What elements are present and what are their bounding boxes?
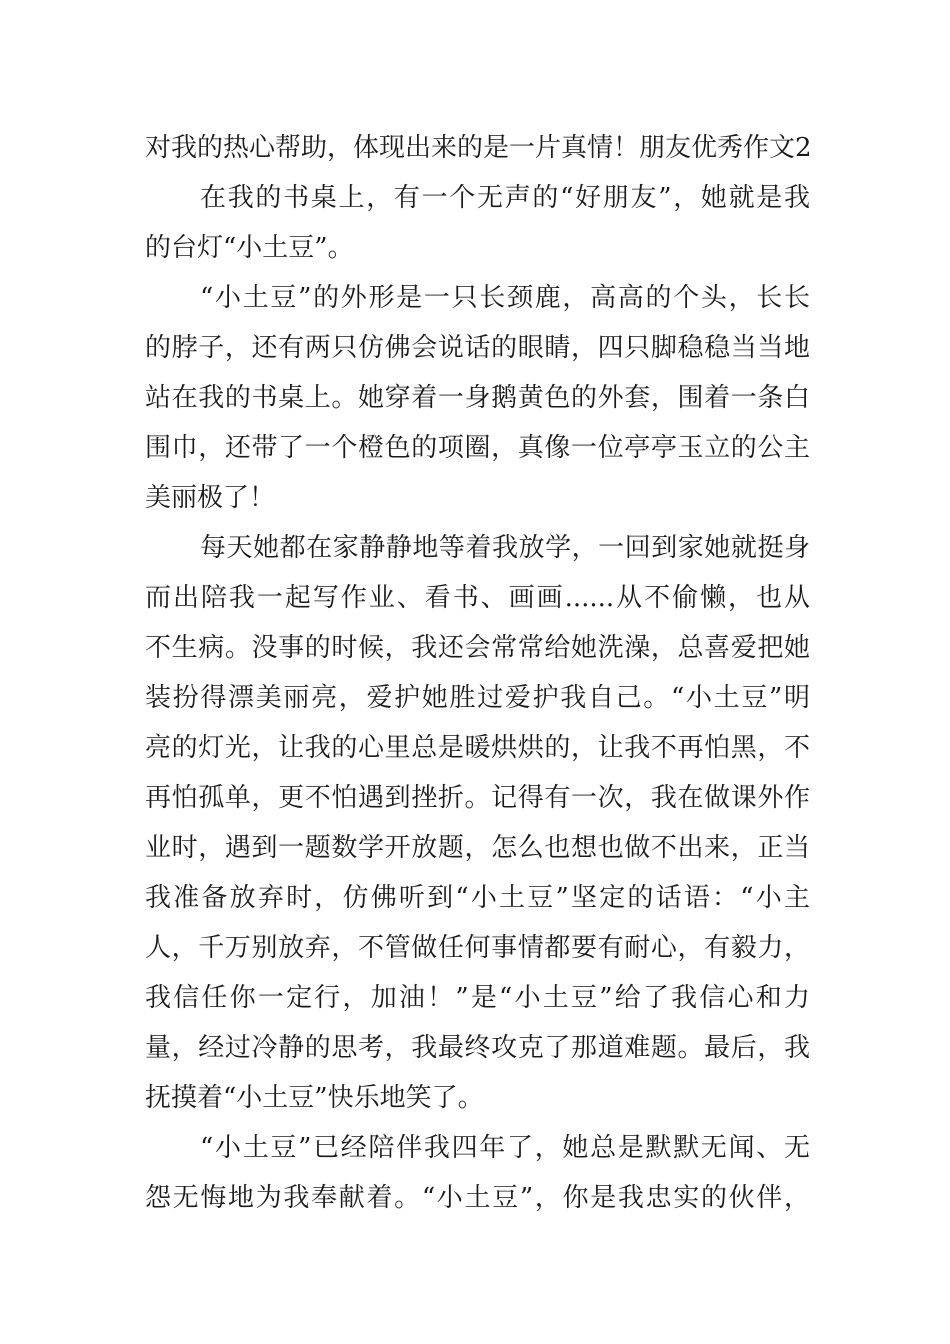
text-line: 我信任你一定行，加油！”是“小土豆”给了我信心和力	[145, 983, 810, 1013]
paragraph-line: “小土豆”的外形是一只长颈鹿，高高的个头，长长	[200, 283, 810, 313]
text-line: 的脖子，还有两只仿佛会说话的眼睛，四只脚稳稳当当地	[145, 333, 810, 363]
text-line: 不生病。没事的时候，我还会常常给她洗澡，总喜爱把她	[145, 633, 810, 663]
text-line: 量，经过冷静的思考，我最终攻克了那道难题。最后，我	[145, 1033, 810, 1063]
paragraph-line: 每天她都在家静静地等着我放学，一回到家她就挺身	[200, 533, 810, 563]
text-line: 装扮得漂美丽亮，爱护她胜过爱护我自己。“小土豆”明	[145, 683, 810, 713]
text-line: 抚摸着“小土豆”快乐地笑了。	[145, 1083, 484, 1113]
text-line: 再怕孤单，更不怕遇到挫折。记得有一次，我在做课外作	[145, 783, 810, 813]
text-line: 围巾，还带了一个橙色的项圈，真像一位亭亭玉立的公主	[145, 433, 810, 463]
text-line: 我准备放弃时，仿佛听到“小土豆”坚定的话语：“小主	[145, 883, 810, 913]
text-line: 的台灯“小土豆”。	[145, 233, 354, 263]
text-line: 美丽极了！	[145, 483, 276, 513]
text-line: 业时，遇到一题数学开放题，怎么也想也做不出来，正当	[145, 833, 810, 863]
text-line: 亮的灯光，让我的心里总是暖烘烘的，让我不再怕黑，不	[145, 733, 810, 763]
text-line: 人，千万别放弃，不管做任何事情都要有耐心，有毅力，	[145, 933, 810, 963]
text-line: 而出陪我一起写作业、看书、画画......从不偷懒，也从	[145, 583, 810, 613]
paragraph-line: “小土豆”已经陪伴我四年了，她总是默默无闻、无	[200, 1133, 810, 1163]
text-line: 怨无悔地为我奉献着。“小土豆”，你是我忠实的伙伴，	[145, 1183, 810, 1213]
text-line: 对我的热心帮助，体现出来的是一片真情！朋友优秀作文2	[145, 133, 812, 163]
paragraph-line: 在我的书桌上，有一个无声的“好朋友”，她就是我	[200, 183, 810, 213]
text-line: 站在我的书桌上。她穿着一身鹅黄色的外套，围着一条白	[145, 383, 810, 413]
